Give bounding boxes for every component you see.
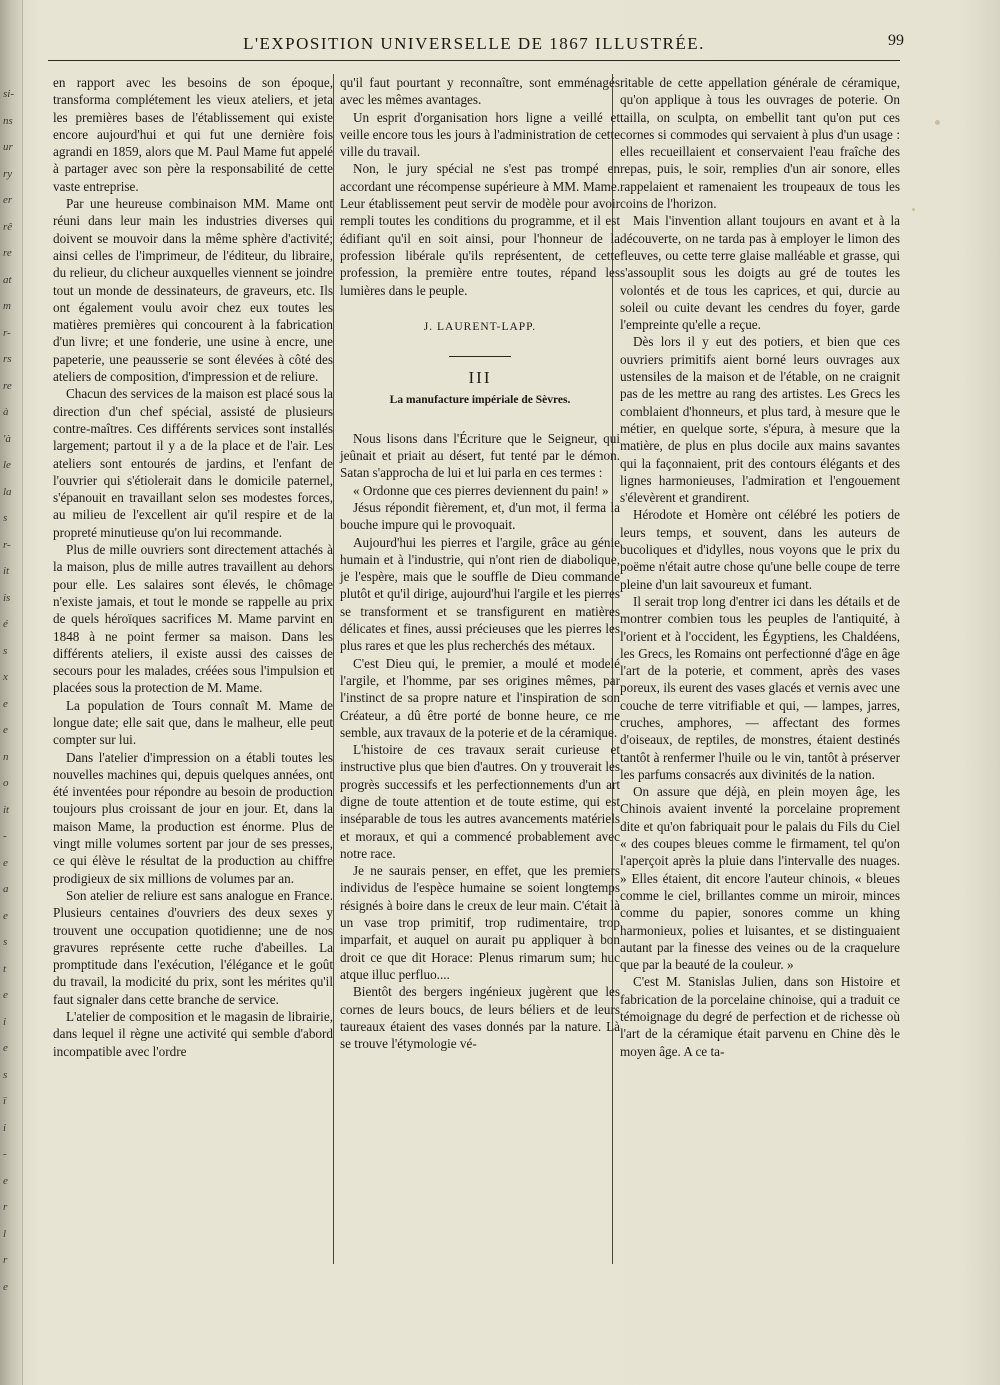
binding-fragment: r: [3, 1201, 8, 1213]
binding-fragment: e: [3, 1174, 8, 1187]
binding-fragment: rs: [3, 353, 12, 365]
paragraph: Il serait trop long d'entrer ici dans les détails et de montrer combien tous les peuples de l'antiquité, à l'orient et à l'occident, les Égyptiens, les Chaldéens, les Grecs, les Romains ont perfectionné d'âge en âge l'art de la poterie, et comment, après des vases poreux, ils eurent des vases glacés et vernis avec une couche de terre vitrifiable et qui, — lampes, jarres, cruches, amphores, — affectant des formes d'oiseaux, de reptiles, de monstres, étaient destinés tantôt à renfermer l'huile ou le vin, tantôt à préserver les parfums consacrés aux divinités de la nation.: [620, 593, 900, 782]
binding-fragment: at: [3, 273, 12, 286]
page-header: [48, 30, 904, 60]
binding-fragment: e: [3, 1280, 8, 1293]
binding-strip: [0, 0, 23, 1385]
binding-fragment: re: [3, 379, 12, 392]
binding-fragment: er: [3, 194, 13, 206]
binding-fragment: s: [3, 512, 8, 524]
binding-fragment: l: [3, 1227, 7, 1240]
paragraph: La population de Tours connaît M. Mame de longue date; elle sait que, dans le malheur, elle peut compter sur lui.: [53, 697, 333, 748]
paragraph: Chacun des services de la maison est placé sous la direction d'un chef spécial, assisté de plusieurs contre-maîtres. Ces différents services sont installés largement; partout il y a de la place et de l'air. Les ateliers sont entourés de jardins, et l'enfant de l'ouvrier qui s'étiolerait dans le domicile paternel, s'épanouit en travaillant selon ses modestes forces, au milieu de l'excellent air qu'il respire et de la propreté minutieuse qu'on lui recommande.: [53, 386, 333, 540]
paragraph: Je ne saurais penser, en effet, que les premiers individus de l'espèce humaine se soient longtemps résignés à boire dans le creux de leur main. C'était là un vase trop primitif, trop rudimentaire, trop imparfait, et auquel on aurait pu appliquer à bon droit ce que dit Horace: Plenus rimarum sum; huc atque illuc perfluo....: [340, 863, 620, 982]
binding-fragment: s: [3, 936, 8, 948]
binding-fragment: ns: [3, 114, 13, 127]
paragraph: en rapport avec les besoins de son époque, transforma complétement les vieux ateliers, et jeta les premières bases de l'établissement qui existe encore aujourd'hui et qui fut une dernière fois agrandi en 1859, alors que M. Paul Mame fut appelé à partager avec son père la responsabilité de cette vaste entreprise.: [53, 75, 333, 194]
binding-fragment: e: [3, 989, 8, 1001]
paragraph: Jésus répondit fièrement, et, d'un mot, il ferma la bouche impure qui le provoquait.: [340, 499, 620, 533]
paragraph: C'est Dieu qui, le premier, a moulé et modelé l'argile, et l'homme, par ses origines mêmes, par l'instinct de sa propre nature et l'inspiration de son Créateur, a dû être porté de bonne heure, ce me semble, aux travaux de la poterie et de la céramique.: [340, 655, 620, 740]
binding-fragment: si-: [3, 88, 14, 100]
binding-fragment: r: [3, 1254, 8, 1266]
binding-fragment: s: [3, 1068, 8, 1081]
binding-fragment: le: [3, 459, 11, 471]
binding-fragment: re: [3, 247, 12, 259]
binding-fragment: s: [3, 644, 8, 657]
article-signature: J. LAURENT-LAPP.: [423, 320, 537, 333]
binding-fragment: ur: [3, 141, 13, 153]
paper-blemish: [935, 120, 940, 125]
column-divider-1: [333, 74, 334, 1264]
binding-fragment: rê: [3, 220, 13, 233]
binding-fragment: t: [3, 962, 7, 975]
binding-fragment: o: [3, 777, 9, 789]
binding-fragment: e: [3, 1042, 8, 1054]
binding-fragment: is: [3, 591, 11, 604]
column-2: [340, 74, 620, 1052]
binding-fragment: r-: [3, 326, 11, 339]
binding-fragment: x: [3, 671, 8, 683]
paragraph: Son atelier de reliure est sans analogue en France. Plusieurs centaines d'ouvriers des deux sexes y trouvent une occupation quotidienne; une de nos gravures représente cette ruche d'abeilles. La promptitude dans l'exécution, l'élégance et le goût du travail, la modicité du prix, sont les mérites qu'il faut signaler dans cette branche de service.: [53, 887, 333, 1007]
binding-fragment: e: [3, 724, 8, 736]
section-title: La manufacture impériale de Sèvres.: [389, 394, 571, 407]
paragraph: L'atelier de composition et le magasin de librairie, dans lequel il règne une activité qui semble d'abord incompatible avec l'ordre: [53, 1009, 333, 1059]
binding-fragment: n: [3, 750, 9, 763]
binding-fragment: à: [3, 406, 9, 418]
section-separator: [449, 356, 511, 357]
binding-fragment: ï: [3, 1095, 7, 1107]
header-rule: [48, 60, 900, 61]
paragraph: Mais l'invention allant toujours en avant et à la découverte, on ne tarda pas à employer le limon des fleuves, ou cette terre glaise malléable et grasse, qui s'assouplit sous les doigts au gré de toutes les volontés et de tous les caprices, et qui, durcie au soleil ou cuite devant les cendres du foyer, garde l'empreinte qu'elle a reçue.: [620, 213, 900, 333]
binding-fragment: ry: [3, 167, 13, 180]
paragraph: Aujourd'hui les pierres et l'argile, grâce au génie humain et à l'industrie, qui n'ont rien de diabolique, je l'espère, mais que le souffle de Dieu commande plutôt et qu'il dirige, aujourd'hui l'argile et les pierres se transforment et se transfigurent en matières délicates et fines, aussi précieuses que les pierres les plus rares et que les plus recherchés des métaux.: [340, 534, 620, 654]
paragraph: Dans l'atelier d'impression on a établi toutes les nouvelles machines qui, depuis quelques années, ont été inventées pour répondre au besoin de production toujours plus croissant de jour en jour. Et, dans la maison Mame, la production est énorme. Plus de vingt mille volumes sortent par jour de ses presses, ce qui élève le résultat de la production au chiffre prodigieux de six millions de volumes par an.: [53, 749, 333, 886]
binding-fragment: e: [3, 909, 8, 922]
paragraph: Non, le jury spécial ne s'est pas trompé en accordant une récompense supérieure à MM. Mame. Leur établissement peut servir de modèle pour avoir rempli toutes les conditions du programme, et il est édifiant qu'il en soit ainsi, pour l'honneur de la profession libérale qu'ils représentent, de cette profession, la première entre toutes, répand les lumières dans le peuple.: [340, 161, 620, 298]
binding-fragment: m: [3, 300, 11, 312]
paragraph: Plus de mille ouvriers sont directement attachés à la maison, plus de mille autres travaillent au dehors pour elle. Les salaires sont élevés, le chômage n'existe jamais, et tout le monde se rappelle au prix de quels héroïques sacrifices M. Mame parvint en 1848 à ne point fermer sa maison. Dans les différents ateliers, il existe aussi des caisses de secours pour les malades, créées sous l'impulsion et placées sous la protection de M. Mame.: [53, 542, 333, 696]
column-1: [53, 74, 333, 1060]
binding-fragment: i: [3, 1121, 7, 1134]
paragraph: « Ordonne que ces pierres deviennent du pain! »: [353, 482, 609, 498]
binding-fragment: it: [3, 565, 10, 577]
paragraph: Un esprit d'organisation hors ligne a veillé et veille encore tous les jours à l'administration de cette ville du travail.: [340, 109, 620, 160]
binding-fragment: é: [3, 618, 8, 630]
page-number: 99: [888, 32, 904, 49]
paragraph: qu'il faut pourtant y reconnaître, sont emménagés avec les mêmes avantages.: [340, 75, 620, 108]
binding-fragment: -: [3, 830, 7, 842]
paragraph: Bientôt des bergers ingénieux jugèrent que les cornes de leurs boucs, de leurs béliers et de leurs taureaux étaient des vases donnés par la nature. Là se trouve l'étymologie vé-: [340, 984, 620, 1052]
binding-fragment: e: [3, 697, 8, 710]
section-number: III: [468, 368, 492, 388]
paragraph: Hérodote et Homère ont célébré les potiers de leurs temps, et souvent, dans les auteurs de bucoliques et d'idylles, nous voyons que le prix du poëme n'était autre chose qu'une belle coupe de terre pleine d'un lait savoureux et fumant.: [620, 507, 900, 592]
paragraph: Dès lors il y eut des potiers, et bien que ces ouvriers primitifs aient borné leurs ouvrages aux ustensiles de la maison et de l'étable, on ne craignit pas de les mettre au rang des artistes. Les Grecs les comblaient d'honneurs, et plus tard, à mesure que le métier, en quelque sorte, s'épura, à mesure que la matière, de plus en plus docile aux mains savantes qui la façonnaient, prit des contours élégants et des lignes harmonieuses, l'admiration et l'engouement s'élevèrent et grandirent.: [620, 334, 900, 506]
paragraph: Nous lisons dans l'Écriture que le Seigneur, qui jeûnait et priait au désert, fut tenté par le démon. Satan s'approcha de lui et lui parla en ces termes :: [340, 430, 620, 481]
binding-fragment: r-: [3, 538, 11, 551]
paragraph: L'histoire de ces travaux serait curieuse et instructive plus que bien d'autres. On y trouverait les progrès successifs et les perfectionnements d'un art digne de toute attention et de toute estime, qui est inséparable de tous les autres avancements matériels et moraux, et qui a commencé probablement avec notre race.: [340, 742, 620, 861]
paragraph: On assure que déjà, en plein moyen âge, les Chinois avaient inventé la porcelaine proprement dite et qu'on fabriquait pour le palais du Fils du Ciel « des coupes bleues comme le firmament, tel qu'on l'aperçoit après la pluie dans l'intervalle des nuages. » Elles étaient, dit encore l'auteur chinois, « bleues comme le ciel, brillantes comme un miroir, minces comme du papier, sonores comme un khing harmonieux, polies et luisantes, et se distinguaient autant par la finesse des veines ou de la craquelure que par la beauté de la couleur. »: [620, 784, 900, 973]
running-title: L'EXPOSITION UNIVERSELLE DE 1867 ILLUSTRÉE.: [243, 34, 705, 53]
binding-fragment: 'à: [3, 432, 11, 445]
binding-fragment: e: [3, 856, 8, 869]
binding-fragment: it: [3, 803, 10, 816]
paragraph: C'est M. Stanislas Julien, dans son Histoire et fabrication de la porcelaine chinoise, qui a traduit ce témoignage du degré de perfection et de richesse où l'art de la céramique était parvenu en Chine dès le moyen âge. A ce ta-: [620, 974, 900, 1059]
binding-fragment: a: [3, 883, 9, 895]
paper-blemish: [912, 208, 915, 211]
paragraph: ritable de cette appellation générale de céramique, qu'on applique à tous les ouvrages de poterie. On tailla, on sculpta, on embellit tant qu'on put ces cornes si commodes qui servaient à plus d'un usage : elles recueillaient et conservaient l'eau fraîche des repas, puis, le soir, remplies d'un air sonore, elles rappelaient et ramenaient les troupeaux de tous les coins de l'horizon.: [620, 75, 900, 212]
paragraph: Par une heureuse combinaison MM. Mame ont réuni dans leur main les industries diverses qui doivent se mouvoir dans la même sphère d'activité; ainsi celles de l'imprimeur, de l'éditeur, du libraire, du relieur, du clicheur auxquelles viennent se joindre tout un monde de dessinateurs, de graveurs, etc. Ils ont également voulu avoir chez eux toutes les matières premières qui concourent à la fabrication d'un livre; et une fonderie, une usine à encre, une papeterie, une peausserie se sont élevées à côté des ateliers de composition, d'impression et de reliure.: [53, 196, 333, 385]
binding-fragment: i: [3, 1015, 7, 1028]
column-3: [620, 74, 900, 1060]
binding-fragment: -: [3, 1148, 7, 1160]
binding-fragment: la: [3, 485, 12, 498]
